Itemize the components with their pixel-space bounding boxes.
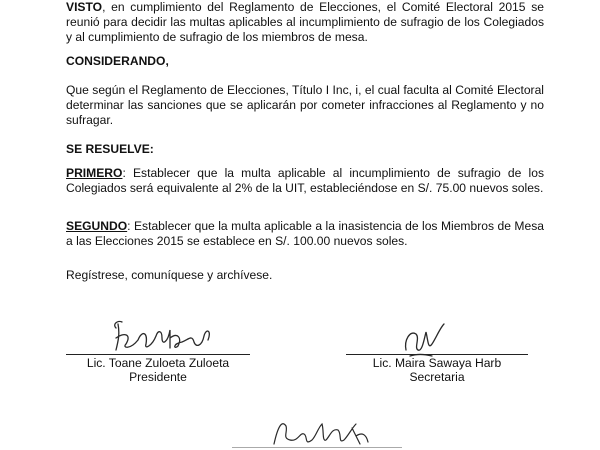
visto-text: , en cumplimiento del Reglamento de Elecciones, el Comité Electoral 2015 se reunió para decidir las multas aplicables al incumplimiento de sufragio de los Colegiados y al cumplimiento de sufragio de los miembros de mesa. — [66, 0, 544, 45]
closing-line: Regístrese, comuníquese y archívese. — [66, 268, 273, 282]
third-signature — [268, 416, 378, 450]
secretary-signature-line — [346, 354, 528, 355]
primero-text: : Establecer que la multa aplicable al incumplimiento de sufragio de los Colegiados será equivalente al 2% de la UIT, estableciéndose en S/. 75.00 nuevos soles. — [66, 166, 544, 196]
segundo-text: : Establecer que la multa aplicable a la inasistencia de los Miembros de Mesa a las Elecciones 2015 se establece en S/. 100.00 nuevos soles. — [66, 219, 544, 249]
president-signature — [108, 316, 218, 356]
president-signature-line — [66, 354, 250, 355]
primero-paragraph — [66, 166, 544, 196]
se-resuelve-heading: SE RESUELVE: — [66, 142, 154, 156]
segundo-paragraph — [66, 219, 544, 249]
president-role: Presidente — [129, 370, 187, 384]
visto-paragraph — [66, 0, 544, 46]
segundo-label: SEGUNDO — [66, 219, 128, 233]
primero-label: PRIMERO — [66, 166, 123, 180]
president-name: Lic. Toane Zuloeta Zuloeta — [86, 356, 230, 370]
third-signatory-cut-text — [232, 446, 402, 450]
secretary-name: Lic. Maira Sawaya Harb — [372, 356, 502, 370]
considerando-paragraph: Que según el Reglamento de Elecciones, Título I Inc, i, el cual faculta al Comité Electoral determinar las sanciones que se aplicarán por cometer infracciones al Reglamento y no sufragar. — [66, 83, 544, 128]
visto-label: VISTO — [66, 0, 103, 14]
considerando-heading: CONSIDERANDO, — [66, 54, 169, 68]
secretary-role: Secretaria — [409, 370, 465, 384]
